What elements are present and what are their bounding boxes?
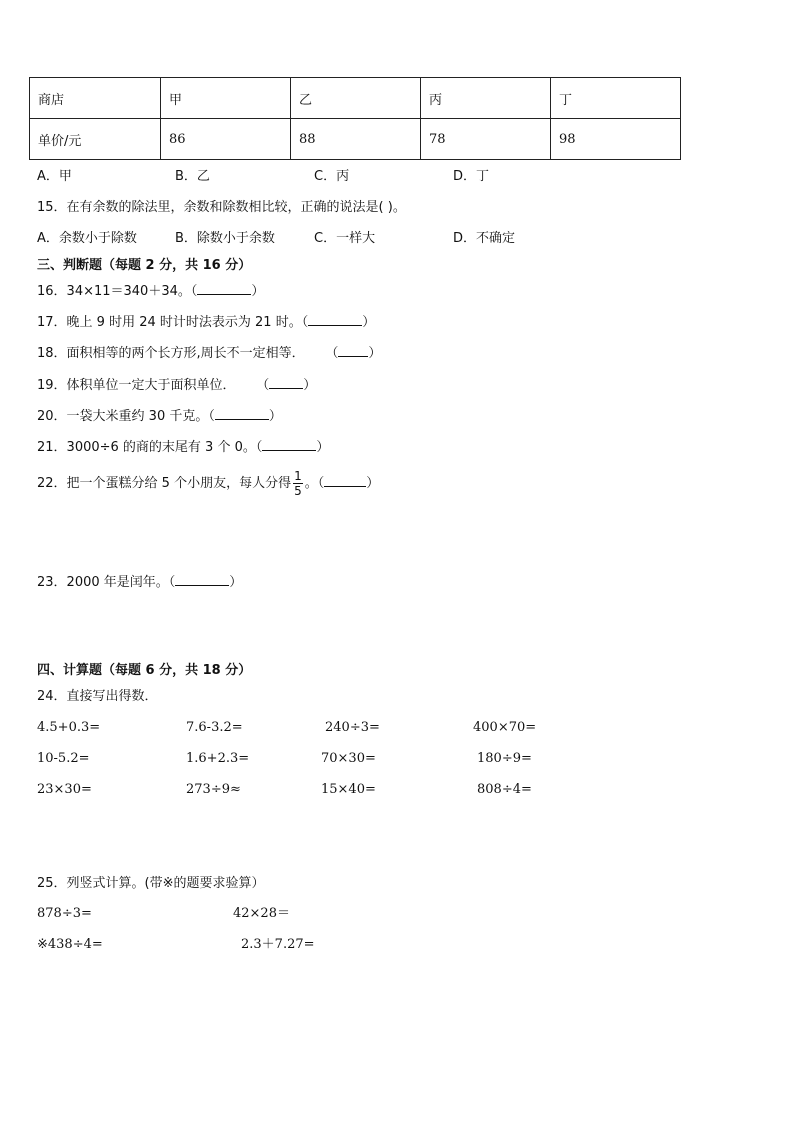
table-row: [30, 78, 681, 119]
price-table: [29, 77, 681, 160]
vertical-calc-item: 878÷3=: [37, 906, 92, 921]
table-cell: 单价/元: [30, 119, 161, 160]
answer-blank[interactable]: [197, 282, 251, 295]
question-16: 16．34×11＝340＋34。（ ）: [37, 284, 265, 299]
table-cell: 丙: [421, 78, 551, 119]
question-24-title: 24．直接写出得数．: [37, 689, 158, 704]
vertical-calc-item: 2.3＋7.27=: [241, 937, 315, 952]
table-cell: 商店: [30, 78, 161, 119]
vertical-calc-item: 42×28＝: [233, 906, 290, 921]
question-17: 17．晚上 9 时用 24 时计时法表示为 21 时。（ ）: [37, 315, 376, 330]
q15-option-d: D．不确定: [453, 231, 516, 246]
answer-blank[interactable]: [308, 313, 362, 326]
answer-blank[interactable]: [175, 573, 229, 586]
calc-item: 240÷3=: [325, 720, 380, 735]
question-18: 18．面积相等的两个长方形,周长不一定相等． （ ）: [37, 346, 382, 361]
calc-item: 10-5.2=: [37, 751, 90, 766]
calc-item: 7.6-3.2=: [186, 720, 243, 735]
q15-option-b: B．除数小于余数: [175, 231, 275, 246]
q14-option-c: C．丙: [314, 169, 350, 184]
section-3-title: 三、判断题（每题 2 分，共 16 分）: [37, 258, 252, 273]
calc-item: 400×70=: [473, 720, 537, 735]
calc-item: 15×40=: [321, 782, 376, 797]
question-15: 15．在有余数的除法里，余数和除数相比较，正确的说法是( )。: [37, 200, 406, 215]
question-25-title: 25．列竖式计算。(带※的题要求验算）: [37, 876, 265, 891]
answer-blank[interactable]: [269, 376, 303, 389]
q15-option-a: A．余数小于除数: [37, 231, 137, 246]
table-cell: 86: [161, 119, 291, 160]
table-row: [30, 119, 681, 160]
calc-item: 180÷9=: [477, 751, 532, 766]
answer-blank[interactable]: [215, 407, 269, 420]
question-19: 19．体积单位一定大于面积单位． （ ）: [37, 378, 317, 393]
q14-option-b: B．乙: [175, 169, 210, 184]
table-cell: 88: [291, 119, 421, 160]
question-21: 21．3000÷6 的商的末尾有 3 个 0。（ ）: [37, 440, 330, 455]
calc-item: 23×30=: [37, 782, 92, 797]
calc-item: 4.5+0.3=: [37, 720, 101, 735]
table-cell: 78: [421, 119, 551, 160]
calc-item: 273÷9≈: [186, 782, 241, 797]
table-cell: 98: [551, 119, 681, 160]
table-cell: 甲: [161, 78, 291, 119]
fraction: $\frac{1}{5}$: [294, 469, 302, 498]
section-4-title: 四、计算题（每题 6 分，共 18 分）: [37, 663, 252, 678]
q14-option-d: D．丁: [453, 169, 490, 184]
calc-item: 70×30=: [321, 751, 376, 766]
table-cell: 丁: [551, 78, 681, 119]
question-22: 22．把一个蛋糕分给 5 个小朋友，每人分得 $\frac{1}{5}$ 。（ ）: [37, 469, 380, 498]
answer-blank[interactable]: [262, 438, 316, 451]
question-23: 23．2000 年是闰年。（ ）: [37, 575, 243, 590]
question-20: 20．一袋大米重约 30 千克。（ ）: [37, 409, 282, 424]
q15-option-c: C．一样大: [314, 231, 376, 246]
calc-item: 808÷4=: [477, 782, 532, 797]
answer-blank[interactable]: [324, 474, 366, 487]
answer-blank[interactable]: [338, 344, 368, 357]
table-cell: 乙: [291, 78, 421, 119]
calc-item: 1.6+2.3=: [186, 751, 250, 766]
q14-option-a: A．甲: [37, 169, 72, 184]
vertical-calc-item: ※438÷4=: [37, 937, 103, 952]
